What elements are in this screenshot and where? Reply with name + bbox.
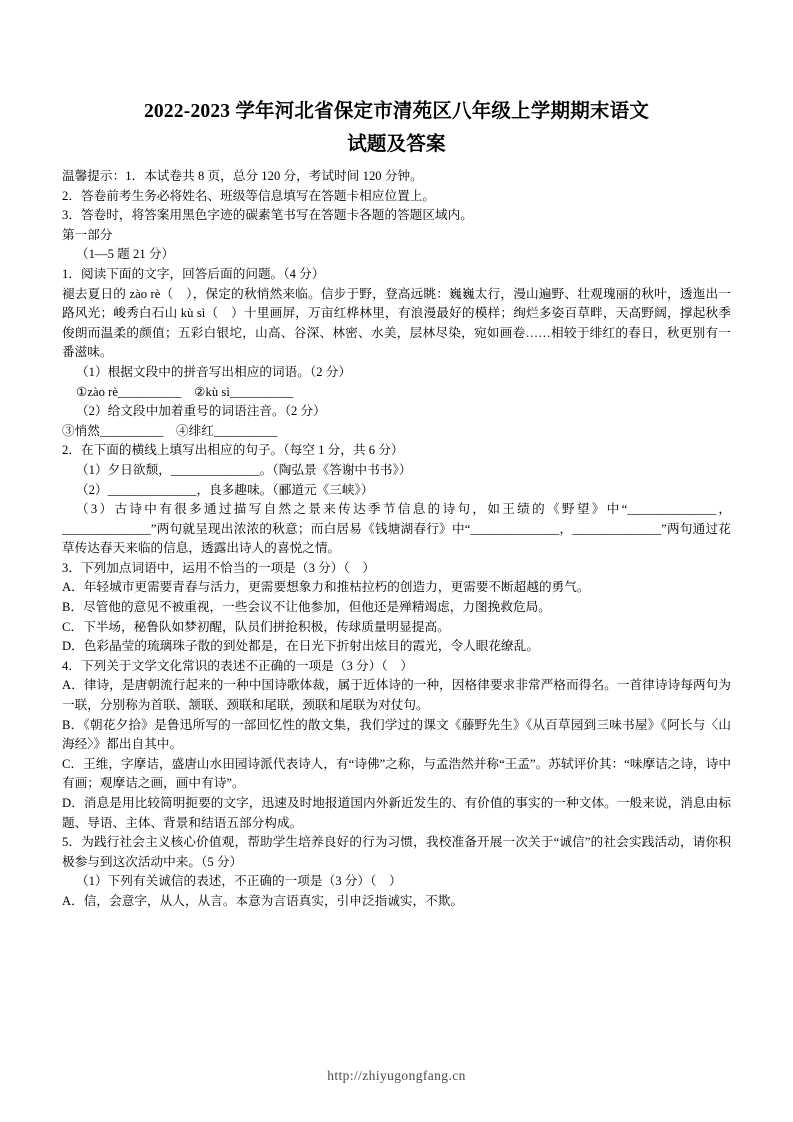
question-1-sub2: （2）给文段中加着重号的词语注音。（2 分）: [76, 404, 326, 419]
question-2-item-1: （1）夕日欲颓，______________。（陶弘景《答谢中书书》）: [76, 462, 412, 477]
question-3-stem: 3．下列加点词语中，运用不恰当的一项是（3 分）（ ）: [62, 560, 376, 575]
question-3-option-b: B．尽管他的意见不被重视，一些会议不让他参加，但他还是殚精竭虑，力图挽救危局。: [62, 600, 551, 615]
question-3-option-a: A．年轻城市更需要青春与活力，更需要想象力和推枯拉朽的创造力，更需要不断超越的勇气。: [62, 580, 590, 595]
question-2-item-2: （2）______________，良多趣味。（郦道元《三峡》）: [76, 482, 374, 497]
notice-line-3: 3．答卷时，将答案用黑色字迹的碳素笔书写在答题卡各题的答题区域内。: [62, 208, 473, 223]
question-1-stem: 1．阅读下面的文字，回答后面的问题。（4 分）: [62, 266, 325, 281]
notice-line-2: 2．答卷前考生务必将姓名、班级等信息填写在答题卡相应位置上。: [62, 188, 436, 203]
question-1-sub1-items: ①zào rè__________ ②kù sì__________: [76, 384, 294, 399]
page-title-line1: 2022-2023 学年河北省保定市清苑区八年级上学期期末语文: [143, 101, 650, 122]
question-4-option-d: D．消息是用比较简明扼要的文字，迅速及时地报道国内外新近发生的、有价值的事实的一种文体。一般来说，消息由标题、导语、主体、背景和结语五部分构成。: [62, 796, 731, 830]
question-2-item-3: （3）古诗中有很多通过描写自然之景来传达季节信息的诗句，如王绩的《野望》中“______________，______________”两句就呈现出浓浓的秋意；而白居易《钱塘湖春行》中“______________，______________”两句通过花草传达春天来临的信息，透露出诗人的喜悦之情。: [62, 502, 731, 556]
question-2-stem: 2．在下面的横线上填写出相应的句子。（每空 1 分，共 6 分）: [62, 443, 404, 458]
question-1-passage: 褪去夏日的 zào rè（ ），保定的秋悄然来临。信步于野，登高远眺：巍巍太行，漫山遍野、壮观瑰丽的秋叶，透迤出一路风光；峻秀白石山 kù sì（ ）十里画屏，万亩红桦林里，有浪漫最好的模样；绚烂多姿百草畔，天高野阔，撑起秋季俊朗而温柔的颜值；五彩白银坨，山高、谷深、林密、水美，层林尽染，宛如画卷……相较于绯红的春日，秋更别有一番滋味。: [62, 286, 731, 360]
question-3-option-d: D．色彩晶莹的琉璃珠子散的到处都是，在日光下折射出炫目的霞光，令人眼花缭乱。: [62, 639, 539, 654]
question-5-option-a: A．信，会意字，从人，从言。本意为言语真实，引申泛指诚实，不欺。: [62, 893, 464, 908]
question-5-sub1: （1）下列有关诚信的表述，不正确的一项是（3 分）（ ）: [76, 874, 402, 889]
question-4-option-c: C．王维，字摩诘，盛唐山水田园诗派代表诗人，有“诗佛”之称，与孟浩然并称“王孟”。苏轼评价其：“味摩诘之诗，诗中有画；观摩诘之画，画中有诗”。: [62, 756, 731, 791]
question-5-stem: 5．为践行社会主义核心价值观，帮助学生培养良好的行为习惯，我校准备开展一次关于“诚信”的社会实践活动，请你积极参与到这次活动中来。（5 分）: [62, 835, 731, 869]
footer-url: http://zhiyugongfang.cn: [327, 1068, 466, 1083]
question-4-option-b: B．《朝花夕拾》是鲁迅所写的一部回忆性的散文集，我们学过的课文《藤野先生》《从百草园到三味书屋》《阿长与〈山海经〉》都出自其中。: [62, 717, 731, 752]
question-4-stem: 4．下列关于文学文化常识的表述不正确的一项是（3 分）（ ）: [62, 658, 413, 673]
part1-heading: 第一部分: [62, 227, 113, 242]
part1-subheading: （1—5 题 21 分）: [76, 247, 175, 262]
page-title: [62, 95, 731, 161]
document-body: [62, 167, 731, 912]
page-title-line2: 试题及答案: [347, 134, 446, 155]
question-1-sub1: （1）根据文段中的拼音写出相应的词语。（2 分）: [76, 364, 352, 379]
question-1-sub2-items: ③悄然__________ ④绯红__________: [62, 423, 278, 438]
question-4-option-a: A．律诗，是唐朝流行起来的一种中国诗歌体裁，属于近体诗的一种，因格律要求非常严格而得名。一首律诗诗每两句为一联，分别称为首联、颔联、颈联和尾联，颈联和尾联为对仗句。: [62, 678, 731, 713]
notice-line-1: 温馨提示：1．本试卷共 8 页，总分 120 分，考试时间 120 分钟。: [62, 169, 423, 183]
question-3-option-c: C．下半场，秘鲁队如梦初醒，队员们拼抢积极，传球质量明显提高。: [62, 619, 450, 634]
